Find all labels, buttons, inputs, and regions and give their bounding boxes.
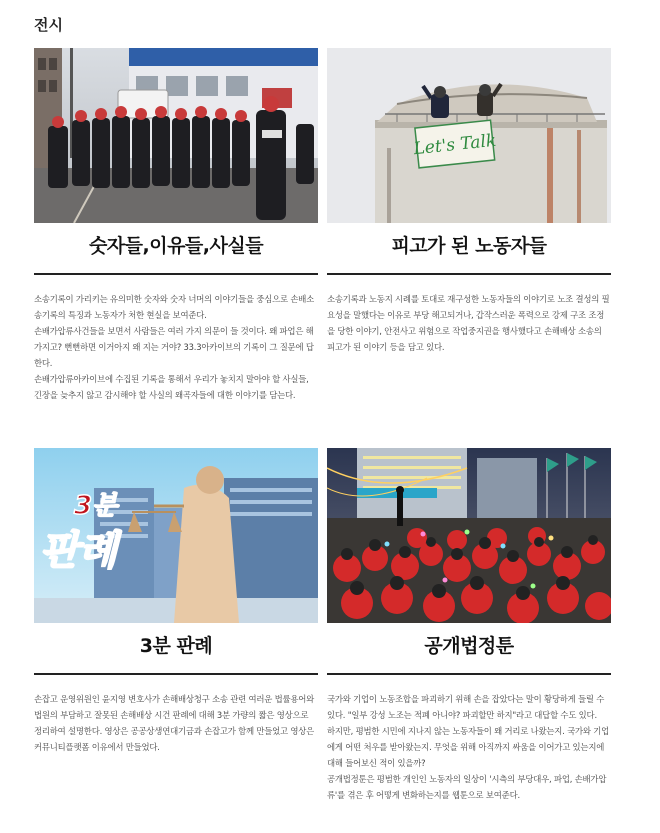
description-paragraph: 손잡고 운영위원인 윤지영 변호사가 손해배상청구 소송 관련 여러운 법률용어와 법원의 부담하고 잘못된 손해배상 시건 판례에 대해 3분 가량의 짧은 영상으로 정리하여 설명한다. 영상은 공공상생연대기금과 손잡고가 함께 만들었고 영상은 커뮤니티플랫폼 이유에서 만들었다. [34,694,315,752]
exhibit-card-public-court-toon[interactable] [327,448,611,803]
card-title[interactable]: 피고가 된 노동자들 [391,235,547,257]
exhibit-card-numbers[interactable] [34,48,318,403]
section-title: 전시 [34,16,63,34]
exhibit-card-defendants[interactable] [327,48,611,355]
card-description [34,691,318,755]
exhibit-card-3min-precedent[interactable] [34,448,318,755]
exhibit-image-chimney-protest[interactable] [327,48,611,223]
description-paragraph: 손배가압류아카이브에 수집된 기록을 통해서 우리가 놓치지 말아야 할 사실들, 긴장을 늦추지 않고 감시해야 할 사실의 왜곡자들에 대한 이야기를 담는다. [34,374,309,400]
description-paragraph: 손배가압류사건들을 보면서 사람들은 여러 가지 의문이 들 것이다. 왜 파업은 해 가지고? 뻔뻔하면 이거아지 왜 지는 거야? 33.3아카이브의 기록이 그 질문에 답한다. [34,326,314,368]
divider [327,673,611,675]
divider [327,273,611,275]
banner-text: Let's Talk [412,130,498,160]
exhibit-image-protest-line[interactable] [34,48,318,223]
image-title-bottom: 판례 [40,528,118,574]
card-title[interactable]: 3분 판례 [139,635,213,657]
description-paragraph: 소송기록이 가리키는 유의미한 숫자와 숫자 너머의 이야기들을 중심으로 손배소송기록의 특징과 노동자가 처한 현실을 보여준다. [34,294,315,320]
exhibit-image-3min-precedent[interactable] [34,448,318,623]
description-paragraph: 하지만, 평범한 시민에 지나지 않는 노동자들이 왜 거리로 나왔는지. 국가와 기업에게 어떤 처우를 받아왔는지. 무엇을 위해 아직까지 싸움을 이어가고 있는지에 대해 들어보신 적이 있을까? [327,726,610,768]
card-title[interactable]: 공개법정툰 [424,635,514,657]
description-paragraph: 국가와 기업이 노동조합을 파괴하기 위해 손을 잡았다는 말이 황당하게 들릴 수 있다. "일부 강성 노조는 적폐 아니야? 파괴할만 하지"라고 대답할 수도 있다. [327,694,605,720]
divider [34,273,318,275]
card-title[interactable]: 숫자들,이유들,사실들 [88,235,264,257]
description-paragraph: 소송기록과 노동지 시례를 토대로 재구성한 노동자들의 이야기로 노조 결성의 필요성을 말했다는 이유로 부당 해고되거나, 갑작스러운 폭력으로 강제 구조 조정을 당한 이야기, 안전사고 위험으로 작업중지권을 행사했다고 손해배상 소송의 피고가 된 이야기 등을 담고 있다. [327,294,610,352]
card-description [327,291,611,355]
divider [34,673,318,675]
card-description [34,291,318,403]
description-paragraph: 공개법정툰은 평범한 개인인 노동자의 일상이 '시측의 부당대우, 파업, 손배가압류'를 겪은 후 어떻게 변화하는지를 웹툰으로 보여준다. [327,774,607,800]
image-title-top: 3분 [74,491,118,521]
exhibit-image-night-rally[interactable] [327,448,611,623]
card-description [327,691,611,803]
